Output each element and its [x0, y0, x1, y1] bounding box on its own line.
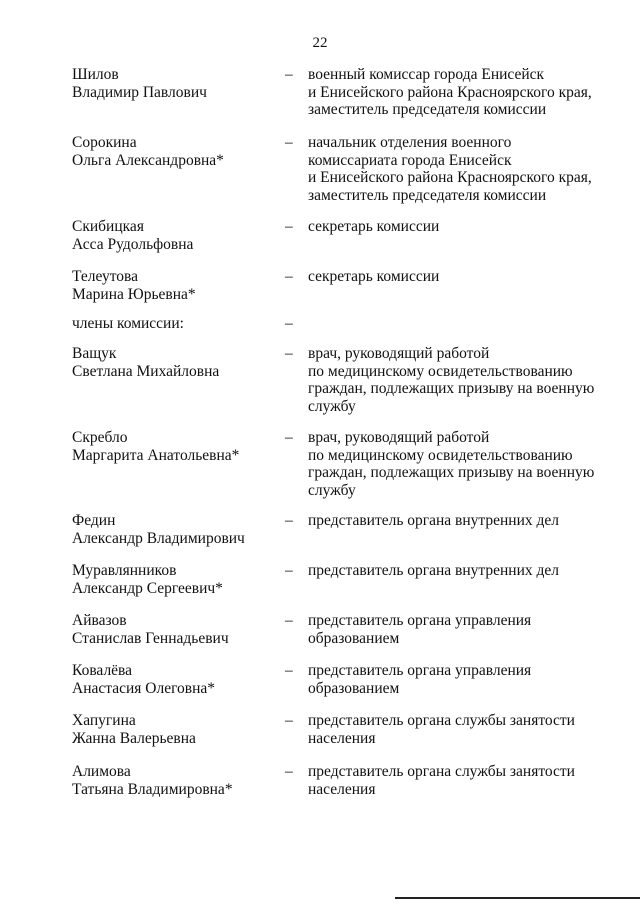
member-role-line: представитель органа управления — [308, 612, 532, 629]
member-name — [72, 712, 277, 747]
member-surname: Айвазов — [72, 612, 127, 629]
member-given-names: Ольга Александровна* — [72, 151, 224, 169]
member-role — [308, 512, 608, 530]
member-role-line: образованием — [308, 629, 400, 647]
member-role — [308, 429, 608, 499]
member-surname: Ващук — [72, 345, 117, 362]
separator-dash: – — [285, 268, 293, 285]
separator-dash: – — [285, 134, 293, 151]
member-role — [308, 268, 608, 286]
member-role-line: службу — [308, 397, 356, 415]
member-surname: Скребло — [72, 429, 128, 446]
member-surname: Муравлянников — [72, 562, 177, 579]
member-given-names: Асса Рудольфовна — [72, 235, 194, 253]
member-name — [72, 345, 277, 380]
separator-dash: – — [285, 315, 293, 332]
separator-dash: – — [285, 662, 293, 679]
member-role-line: военный комиссар города Енисейск — [308, 66, 545, 83]
member-role-line: представитель органа службы занятости — [308, 763, 575, 780]
member-surname: Хапугина — [72, 712, 136, 729]
member-name — [72, 66, 277, 101]
separator-dash: – — [285, 66, 293, 83]
member-given-names: Александр Сергеевич* — [72, 579, 223, 597]
member-role — [308, 562, 608, 580]
member-role-line: населения — [308, 780, 376, 798]
member-given-names: Светлана Михайловна — [72, 362, 220, 380]
member-role — [308, 134, 608, 204]
member-role — [308, 763, 608, 798]
member-role-line: граждан, подлежащих призыву на военную — [308, 380, 595, 397]
member-given-names: Маргарита Анатольевна* — [72, 446, 240, 464]
member-given-names: Владимир Павлович — [72, 83, 207, 101]
member-role-line: граждан, подлежащих призыву на военную — [308, 464, 595, 481]
separator-dash: – — [285, 612, 293, 629]
separator-dash: – — [285, 763, 293, 780]
member-surname: Ковалёва — [72, 662, 133, 679]
separator-dash: – — [285, 512, 293, 529]
member-surname: Федин — [72, 512, 116, 529]
member-role — [308, 612, 608, 647]
page-number: 22 — [312, 35, 328, 51]
member-role-line: и Енисейского района Красноярского края, — [308, 83, 592, 101]
member-surname: Алимова — [72, 763, 131, 780]
member-surname: Телеутова — [72, 268, 139, 285]
member-role-line: представитель органа управления — [308, 662, 532, 679]
separator-dash: – — [285, 562, 293, 579]
member-role-line: секретарь комиссии — [308, 268, 440, 285]
member-given-names: Станислав Геннадьевич — [72, 629, 229, 647]
member-role — [308, 345, 608, 415]
member-role-line: представитель органа внутренних дел — [308, 512, 560, 529]
separator-dash: – — [285, 218, 293, 235]
member-surname: Скибицкая — [72, 218, 144, 235]
member-role — [308, 218, 608, 236]
member-name — [72, 268, 277, 303]
member-role-line: представитель органа внутренних дел — [308, 562, 560, 579]
member-role — [308, 712, 608, 747]
member-role-line: секретарь комиссии — [308, 218, 440, 235]
separator-dash: – — [285, 429, 293, 446]
member-role — [308, 66, 608, 119]
member-role-line: комиссариата города Енисейск — [308, 151, 512, 169]
member-role-line: населения — [308, 729, 376, 747]
member-name — [72, 662, 277, 697]
member-name — [72, 763, 277, 798]
member-role-line: заместитель председателя комиссии — [308, 101, 547, 118]
member-given-names: Жанна Валерьевна — [72, 729, 196, 747]
member-surname: Шилов — [72, 66, 119, 83]
member-surname: члены комиссии: — [72, 315, 184, 332]
member-name — [72, 512, 277, 547]
member-name — [72, 134, 277, 169]
footer-rule — [395, 897, 640, 899]
member-name — [72, 218, 277, 253]
member-role — [308, 662, 608, 697]
member-role-line: службу — [308, 481, 356, 499]
member-role-line: и Енисейского района Красноярского края, — [308, 169, 592, 186]
member-given-names: Марина Юрьевна* — [72, 285, 196, 303]
member-name — [72, 429, 277, 464]
member-role-line: по медицинскому освидетельствованию — [308, 362, 573, 380]
member-surname: Сорокина — [72, 134, 137, 151]
member-given-names: Татьяна Владимировна* — [72, 780, 233, 798]
separator-dash: – — [285, 712, 293, 729]
member-name — [72, 562, 277, 597]
member-name — [72, 612, 277, 647]
member-name — [72, 315, 277, 333]
member-given-names: Александр Владимирович — [72, 529, 245, 547]
member-role-line: образованием — [308, 679, 400, 697]
separator-dash: – — [285, 345, 293, 362]
member-role-line: врач, руководящий работой — [308, 345, 490, 362]
member-role-line: врач, руководящий работой — [308, 429, 490, 446]
member-role-line: представитель органа службы занятости — [308, 712, 575, 729]
member-role-line: по медицинскому освидетельствованию — [308, 446, 573, 464]
member-given-names: Анастасия Олеговна* — [72, 679, 216, 697]
member-role-line: начальник отделения военного — [308, 134, 512, 151]
member-role-line: заместитель председателя комиссии — [308, 186, 547, 204]
